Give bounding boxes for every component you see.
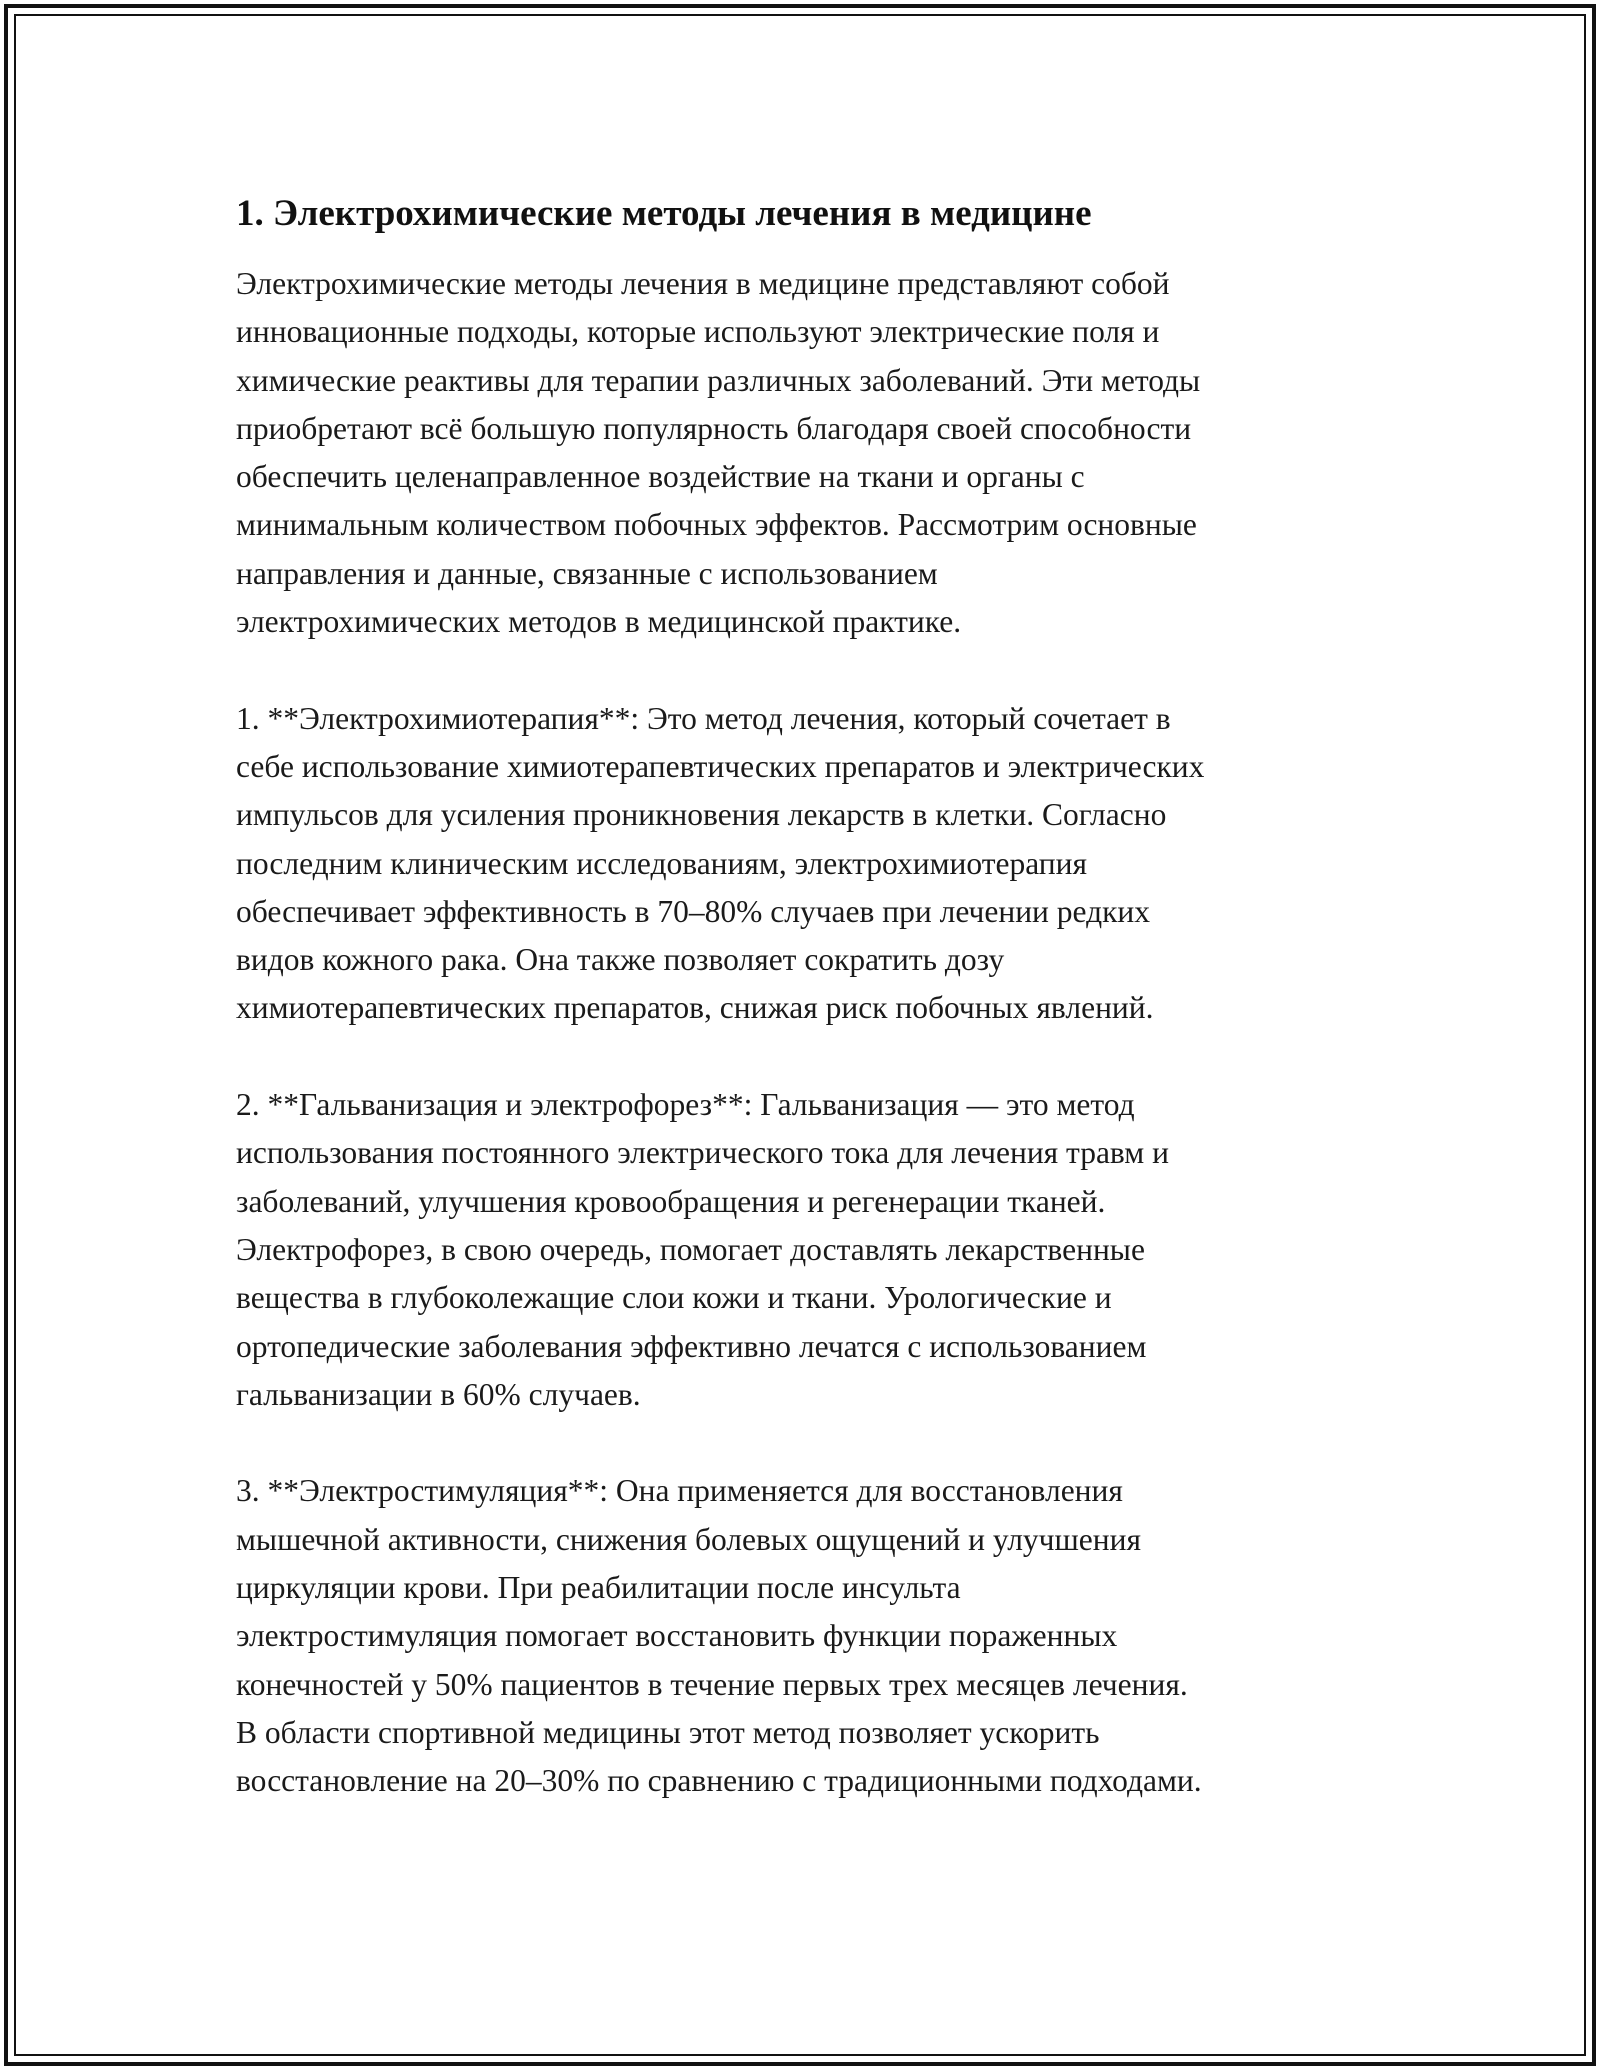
paragraph-spacer (236, 1033, 1386, 1081)
section-heading: 1. Электрохимические методы лечения в медицине (236, 193, 1092, 234)
document-body (236, 188, 1386, 1806)
intro-paragraph: Электрохимические методы лечения в медицине представляют собой инновационные подходы, которые используют электрические поля и химические реактивы для терапии различных заболеваний. Эти методы приобретают всё большую популярность благодаря своей способности обеспечить целенаправленное воздействие на ткани и органы с минимальным количеством побочных эффектов. Рассмотрим основные направления и данные, связанные с использованием электрохимических методов в медицинской практике. (236, 266, 1201, 640)
list-item-electrochemotherapy: 1. **Электрохимиотерапия**: Это метод лечения, который сочетает в себе использование химиотерапевтических препаратов и электрических импульсов для усиления проникновения лекарств в клетки. Согласно последним клиническим исследованиям, электрохимиотерапия обеспечивает эффективность в 70–80% случаев при лечении редких видов кожного рака. Она также позволяет сократить дозу химиотерапевтических препаратов, снижая риск побочных явлений. (236, 700, 1205, 1026)
list-item-electrostimulation: 3. **Электростимуляция**: Она применяется для восстановления мышечной активности, снижения болевых ощущений и улучшения циркуляции крови. При реабилитации после инсульта электростимуляция помогает восстановить функции пораженных конечностей у 50% пациентов в течение первых трех месяцев лечения. В области спортивной медицины этот метод позволяет ускорить восстановление на 20–30% по сравнению с традиционными подходами. (236, 1473, 1202, 1799)
list-item-galvanization: 2. **Гальванизация и электрофорез**: Гальванизация — это метод использования постоянного электрического тока для лечения травм и заболеваний, улучшения кровообращения и регенерации тканей. Электрофорез, в свою очередь, помогает доставлять лекарственные вещества в глубоколежащие слои кожи и ткани. Урологические и ортопедические заболевания эффективно лечатся с использованием гальванизации в 60% случаев. (236, 1087, 1169, 1412)
paragraph-spacer (236, 646, 1386, 694)
paragraph-spacer (236, 1419, 1386, 1467)
